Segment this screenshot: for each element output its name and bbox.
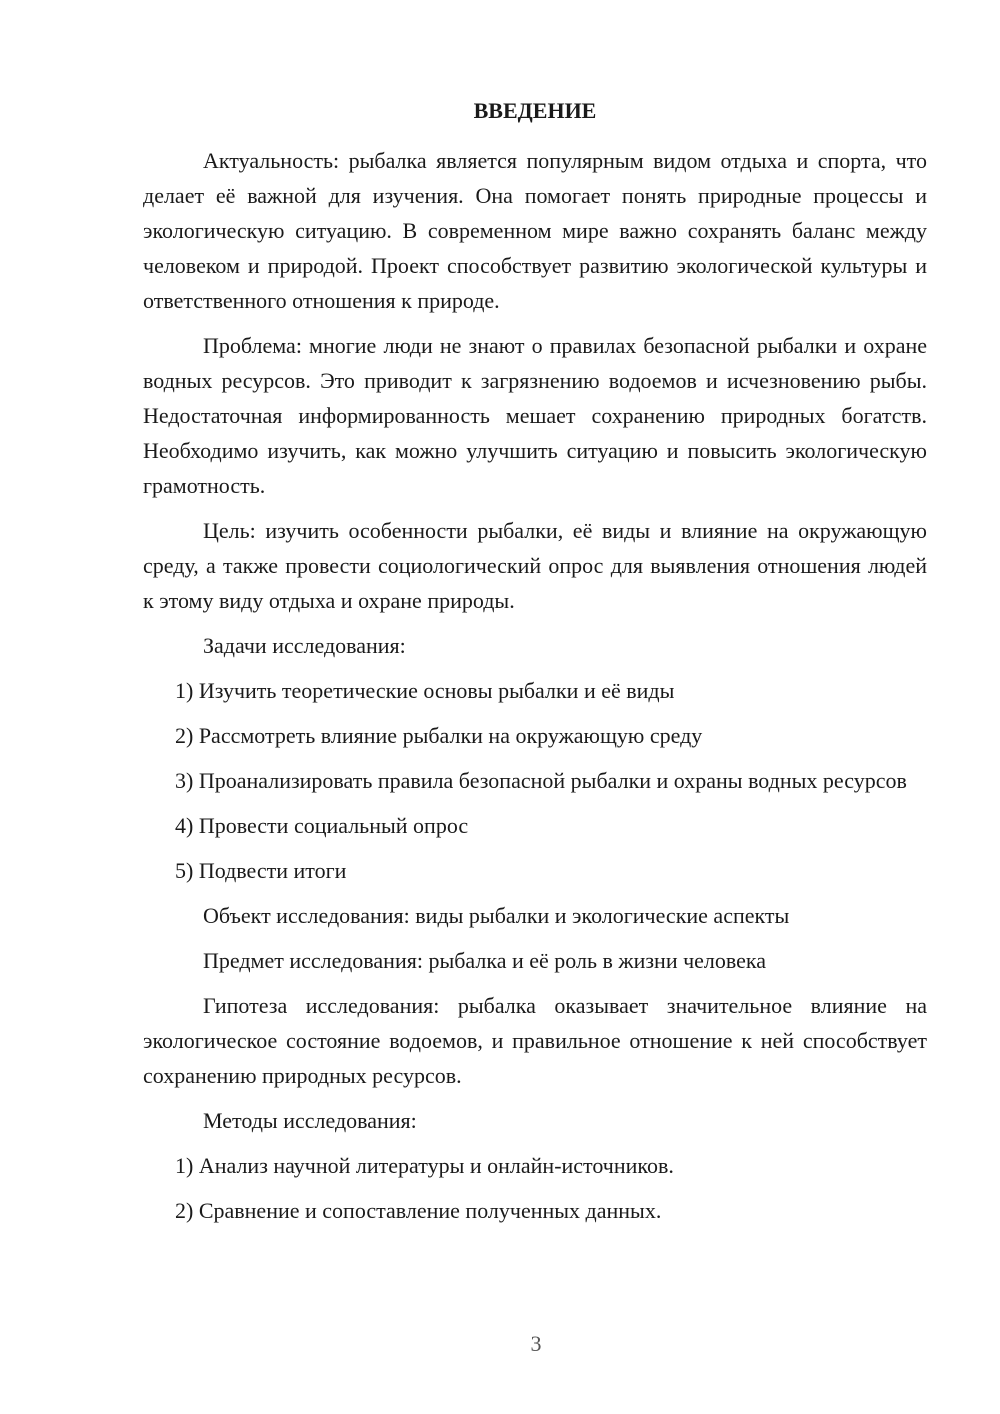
list-item: 1) Изучить теоретические основы рыбалки и её виды <box>175 678 675 703</box>
list-item: 1) Анализ научной литературы и онлайн-источников. <box>175 1153 674 1178</box>
paragraph: Гипотеза исследования: рыбалка оказывает значительное влияние на экологическое состояние водоемов, и правильное отношение к ней способствует сохранению природных ресурсов. <box>143 993 927 1088</box>
list-item: 5) Подвести итоги <box>175 858 347 883</box>
paragraph: Актуальность: рыбалка является популярным видом отдыха и спорта, что делает её важной для изучения. Она помогает понять природные процессы и экологическую ситуацию. В современном мире важно сохранять баланс между человеком и природой. Проект способствует развитию экологической культуры и ответственного отношения к природе. <box>143 148 927 313</box>
section-title: ВВЕДЕНИЕ <box>473 98 597 123</box>
document-page <box>143 93 927 1238</box>
list-item: 3) Проанализировать правила безопасной рыбалки и охраны водных ресурсов <box>175 768 907 793</box>
list-item: 2) Сравнение и сопоставление полученных данных. <box>175 1198 662 1223</box>
list-item: 2) Рассмотреть влияние рыбалки на окружающую среду <box>175 723 703 748</box>
document-body <box>143 143 927 1228</box>
paragraph: Задачи исследования: <box>203 633 406 658</box>
paragraph: Предмет исследования: рыбалка и её роль в жизни человека <box>203 948 767 973</box>
paragraph: Цель: изучить особенности рыбалки, её виды и влияние на окружающую среду, а также провести социологический опрос для выявления отношения людей к этому виду отдыха и охране природы. <box>143 518 927 613</box>
paragraph: Объект исследования: виды рыбалки и экологические аспекты <box>203 903 790 928</box>
paragraph: Методы исследования: <box>203 1108 417 1133</box>
page-number: 3 <box>530 1331 542 1356</box>
list-item: 4) Провести социальный опрос <box>175 813 469 838</box>
paragraph: Проблема: многие люди не знают о правилах безопасной рыбалки и охране водных ресурсов. Это приводит к загрязнению водоемов и исчезновению рыбы. Недостаточная информированность мешает сохранению природных богатств. Необходимо изучить, как можно улучшить ситуацию и повысить экологическую грамотность. <box>143 333 927 498</box>
